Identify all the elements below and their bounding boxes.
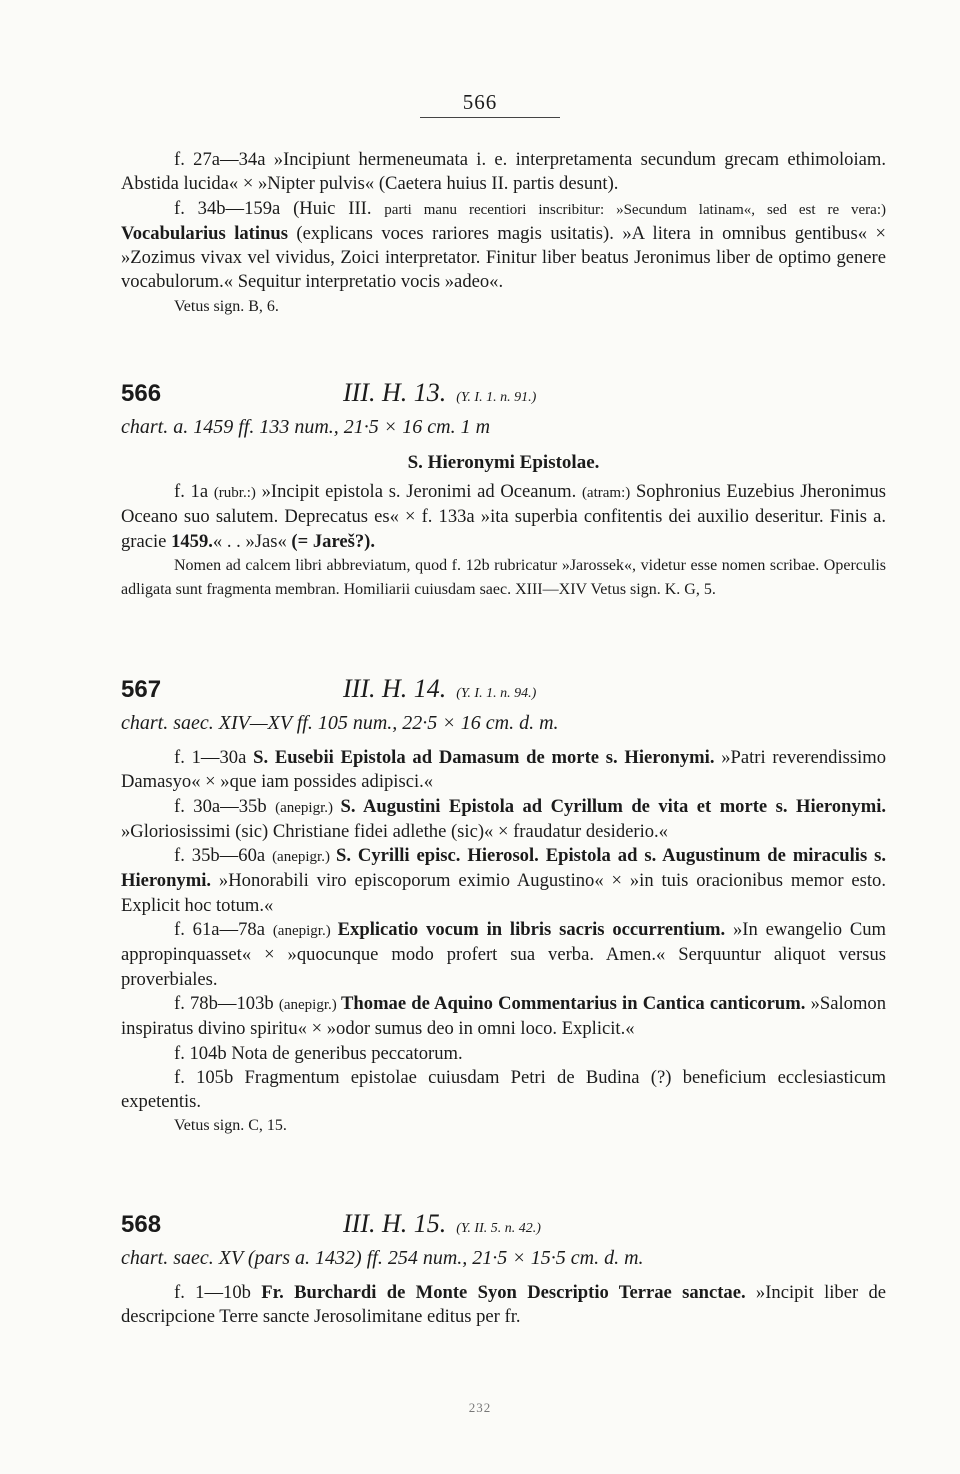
entry-566-paragraph-1: f. 1a (rubr.:) »Incipit epistola s. Jeronimi ad Oceanum. (atram:) Sophronius Euzebius Jheronimus Oceano suo salutem. Deprecatus es« × f. 133a »ita superbia confitentis dei auxilio deseritur. Finis a. gracie 1459.« . . »Jas« (= Jareš?). xyxy=(121,481,886,552)
entry-566-title: S. Hieronymi Epistolae. xyxy=(407,452,600,473)
entry-567-item-2: f. 30a—35b (anepigr.) S. Augustini Epistola ad Cyrillum de vita et morte s. Hieronymi. »Gloriosissimi (sic) Christiane fidei adlethe (sic)« × fraudatur desiderio.« xyxy=(121,795,887,842)
intro-paragraph-2: f. 34b—159a (Huic III. parti manu recentiori inscribitur: »Secundum latinam«, sed est re vera:) Vocabularius latinus (explicans voces rariores magis usitatis). »A litera in omnibus gentibus« × »Zozimus vivax vel vividus, Zoici interpretator. Finitur liber beatus Jeronimus liber de optimo genere vocabulorum.« Sequitur interpretatio vocis »adeo«. xyxy=(121,197,886,293)
entry-number: 568 xyxy=(121,1211,162,1238)
old-signature: (Y. I. 1. n. 91.) xyxy=(456,390,537,405)
entry-567-item-3: f. 35b—60a (anepigr.) S. Cyrilli episc. Hierosol. Epistola ad s. Augustinum de miraculis s. Hieronymi. »Honorabili viro episcoporum eximio Augustino« × »in tuis oracionibus memor esto. Explicit hoc totum.« xyxy=(121,845,887,916)
shelf-mark: III. H. 14. (Y. I. 1. n. 94.) xyxy=(343,674,537,703)
entry-number: 567 xyxy=(121,676,162,703)
entry-568-body xyxy=(121,1281,886,1330)
entry-567-item-6: f. 104b Nota de generibus peccatorum. xyxy=(174,1042,463,1064)
entry-567-item-7: f. 105b Fragmentum epistolae cuiusdam Petri de Budina (?) beneficium ecclesiasticum expetentis. xyxy=(121,1066,886,1113)
entry-566-body xyxy=(121,480,886,602)
entry-568-physical: chart. saec. XV (pars a. 1432) ff. 254 num., 21·5 × 15·5 cm. d. m. xyxy=(121,1247,644,1269)
entry-568-header xyxy=(121,1211,886,1241)
entry-number: 566 xyxy=(121,380,162,407)
entry-566-header xyxy=(121,380,886,410)
entry-567-body xyxy=(121,746,886,1139)
entry-568-paragraph-1: f. 1—10b Fr. Burchardi de Monte Syon Descriptio Terrae sanctae. »Incipit liber de descripcione Terre sancte Jerosolimitane editus per fr. xyxy=(121,1282,887,1328)
intro-vetus-sign: Vetus sign. B, 6. xyxy=(174,297,279,315)
entry-567-header xyxy=(121,676,886,706)
footer-page-number: 232 xyxy=(468,1400,492,1415)
shelf-mark: III. H. 13. (Y. I. 1. n. 91.) xyxy=(343,378,537,407)
entry-567-item-4: f. 61a—78a (anepigr.) Explicatio vocum in libris sacris occurrentium. »In ewangelio Cum appropinquasset« × »quocunque modo profert sua verba. Amen.« Serquuntur aliquot versus proverbiales. xyxy=(121,919,886,990)
entry-567-item-1: f. 1—30a S. Eusebii Epistola ad Damasum de morte s. Hieronymi. »Patri reverendissimo Damasyo« × »que iam possides adipisci.« xyxy=(121,747,887,793)
intro-block xyxy=(121,148,886,319)
intro-paragraph-1: f. 27a—34a »Incipiunt hermeneumata i. e. interpretamenta secundum grecam ethimoloiam. Abstida lucida« × »Nipter pulvis« (Caetera huius II. partis desunt). xyxy=(121,149,886,195)
page-number: 566 xyxy=(462,90,498,114)
shelf-mark: III. H. 15. (Y. II. 5. n. 42.) xyxy=(343,1209,541,1238)
entry-567-item-5: f. 78b—103b (anepigr.) Thomae de Aquino Commentarius in Cantica canticorum. »Salomon inspiratus divino spiritu« × »odor sumus deo in omni loco. Explicit.« xyxy=(121,992,887,1040)
old-signature: (Y. II. 5. n. 42.) xyxy=(456,1221,541,1236)
entry-566-physical: chart. a. 1459 ff. 133 num., 21·5 × 16 cm. 1 m xyxy=(121,416,491,438)
entry-567-physical: chart. saec. XIV—XV ff. 105 num., 22·5 × 16 cm. d. m. xyxy=(121,712,559,734)
page-number-rule xyxy=(420,117,560,118)
entry-567-vetus-sign: Vetus sign. C, 15. xyxy=(174,1117,287,1135)
old-signature: (Y. I. 1. n. 94.) xyxy=(456,686,537,701)
entry-566-paragraph-2: Nomen ad calcem libri abbreviatum, quod f. 12b rubricatur »Jarossek«, videtur esse nomen scribae. Operculis adligata sunt fragmenta membran. Homiliarii cuiusdam saec. XIII—XIV Vetus sign. K. G, 5. xyxy=(121,556,886,599)
